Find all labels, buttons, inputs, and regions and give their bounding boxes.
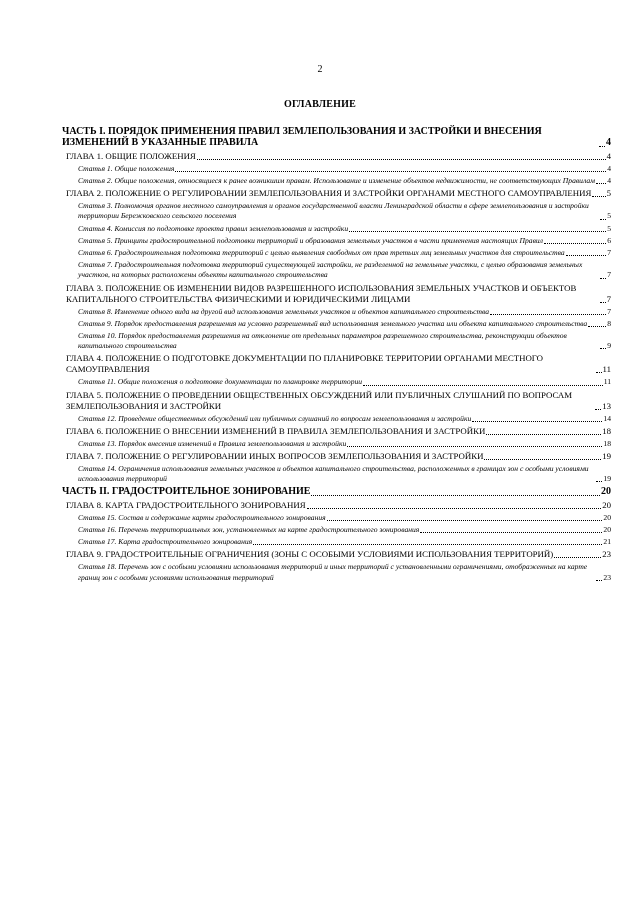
toc-entry-text: Статья 18. Перечень зон с особыми условиями использования территорий и иных территорий с установленными ограничениями, отображенных на карте границ зон с особыми условиями использования территорий <box>78 562 588 582</box>
dot-leader <box>347 445 602 447</box>
toc-entry-art[interactable] <box>62 224 611 234</box>
toc-entry-art[interactable] <box>62 537 611 547</box>
dot-leader <box>600 218 606 220</box>
toc-entry-page: 18 <box>603 438 611 448</box>
toc-entry-text: Статья 15. Состав и содержание карты градостроительного зонирования <box>78 512 326 522</box>
toc-entry-page: 20 <box>603 512 611 522</box>
toc-entry-art[interactable] <box>62 307 611 317</box>
toc-entry-art[interactable] <box>62 319 611 329</box>
dot-leader <box>595 408 601 410</box>
dot-leader <box>544 242 606 244</box>
toc-title: ОГЛАВЛЕНИЕ <box>284 99 356 110</box>
toc-entry-art[interactable] <box>62 525 611 535</box>
toc-entry-art[interactable] <box>62 201 611 221</box>
dot-leader <box>599 145 605 147</box>
toc-entry-text: Статья 3. Полномочия органов местного самоуправления и органов государственной власти Ленинградской области в сфере землепользования и застройки территории Бережковского сельского поселения <box>78 201 589 221</box>
toc-entry-text: Статья 2. Общие положения, относящиеся к ранее возникшим правам. Использование и изменение объектов недвижимости, не соответствующих Правилам <box>78 176 596 186</box>
toc-entry-page: 11 <box>602 364 611 375</box>
toc-entry-page: 23 <box>602 549 611 560</box>
toc-entry-page: 4 <box>607 176 611 186</box>
toc-entry-page: 8 <box>607 318 611 328</box>
toc-entry-page: 4 <box>607 163 611 173</box>
dot-leader <box>197 158 606 160</box>
toc-entry-art[interactable] <box>62 377 611 387</box>
dot-leader <box>592 195 605 197</box>
toc-entry-art[interactable] <box>62 562 611 582</box>
toc-entry-part[interactable] <box>62 486 611 497</box>
toc-entry-page: 4 <box>606 150 611 161</box>
toc-entry-page: 7 <box>606 293 611 304</box>
toc-entry-art[interactable] <box>62 464 611 484</box>
toc-entry-page: 5 <box>607 223 611 233</box>
toc-entry-text: ГЛАВА 7. ПОЛОЖЕНИЕ О РЕГУЛИРОВАНИИ ИНЫХ ВОПРОСОВ ЗЕМЛЕПОЛЬЗОВАНИЯ И ЗАСТРОЙКИ <box>66 451 484 462</box>
toc-entry-page: 11 <box>603 377 611 387</box>
toc-entry-art[interactable] <box>62 236 611 246</box>
toc-entry-text: ГЛАВА 6. ПОЛОЖЕНИЕ О ВНЕСЕНИИ ИЗМЕНЕНИЙ В ПРАВИЛА ЗЕМЛЕПОЛЬЗОВАНИЯ И ЗАСТРОЙКИ <box>66 425 486 436</box>
toc-entry-chap[interactable] <box>62 390 611 412</box>
dot-leader <box>566 254 607 256</box>
toc-entry-chap[interactable] <box>62 549 611 560</box>
toc-entry-text: Статья 9. Порядок предоставления разрешения на условно разрешенный вид использования земельного участка или объекта капитального строительства <box>78 318 588 328</box>
toc-entry-art[interactable] <box>62 176 611 186</box>
toc-entry-text: Статья 7. Градостроительная подготовка территорий существующей застройки, не разделенной на земельные участки, с целью образования земельных участков, на которых расположены объекты капитального строительства <box>78 260 583 280</box>
toc-entry-text: Статья 1. Общие положения <box>78 163 175 173</box>
toc-entry-chap[interactable] <box>62 500 611 511</box>
toc-entry-page: 7 <box>607 248 611 258</box>
dot-leader <box>175 170 606 172</box>
dot-leader <box>596 371 602 373</box>
toc-entry-page: 18 <box>602 425 611 436</box>
toc-entry-text: ГЛАВА 3. ПОЛОЖЕНИЕ ОБ ИЗМЕНЕНИИ ВИДОВ РАЗРЕШЕННОГО ИСПОЛЬЗОВАНИЯ ЗЕМЕЛЬНЫХ УЧАСТКОВ И ОБЪЕКТОВ КАПИТАЛЬНОГО СТРОИТЕЛЬСТВА ФИЗИЧЕСКИМИ И ЮРИДИЧЕСКИМИ ЛИЦАМИ <box>66 282 577 304</box>
toc-entry-chap[interactable] <box>62 451 611 462</box>
dot-leader <box>486 433 601 435</box>
toc-entry-text: Статья 10. Порядок предоставления разрешения на отклонение от предельных параметров разрешенного строительства, реконструкции объектов капитального строительства <box>78 331 567 351</box>
dot-leader <box>420 531 602 533</box>
toc-entry-page: 13 <box>602 400 611 411</box>
toc-entry-page: 14 <box>603 413 611 423</box>
toc-entry-chap[interactable] <box>62 353 611 375</box>
dot-leader <box>596 579 602 581</box>
toc-entry-page: 20 <box>603 525 611 535</box>
toc-entry-page: 4 <box>606 137 611 149</box>
toc-entry-page: 9 <box>607 341 611 351</box>
dot-leader <box>490 313 606 315</box>
toc-entry-text: ГЛАВА 2. ПОЛОЖЕНИЕ О РЕГУЛИРОВАНИИ ЗЕМЛЕПОЛЬЗОВАНИЯ И ЗАСТРОЙКИ ОРГАНАМИ МЕСТНОГО САМОУПРАВЛЕНИЯ <box>66 188 592 199</box>
toc-entry-text: ГЛАВА 4. ПОЛОЖЕНИЕ О ПОДГОТОВКЕ ДОКУМЕНТАЦИИ ПО ПЛАНИРОВКЕ ТЕРРИТОРИИ ОРГАНАМИ МЕСТНОГО САМОУПРАВЛЕНИЯ <box>66 353 544 375</box>
toc-entry-text: ЧАСТЬ I. ПОРЯДОК ПРИМЕНЕНИЯ ПРАВИЛ ЗЕМЛЕПОЛЬЗОВАНИЯ И ЗАСТРОЙКИ И ВНЕСЕНИЯ ИЗМЕНЕНИЙ В УКАЗАННЫЕ ПРАВИЛА <box>62 126 542 149</box>
toc-entry-text: Статья 4. Комиссия по подготовке проекта правил землепользования и застройки <box>78 223 349 233</box>
toc-entry-page: 19 <box>602 451 611 462</box>
toc-entry-text: ГЛАВА 1. ОБЩИЕ ПОЛОЖЕНИЯ <box>66 150 196 161</box>
dot-leader <box>596 182 606 184</box>
toc-entry-page: 20 <box>601 486 611 498</box>
toc-entry-text: ГЛАВА 9. ГРАДОСТРОИТЕЛЬНЫЕ ОГРАНИЧЕНИЯ (ЗОНЫ С ОСОБЫМИ УСЛОВИЯМИ ИСПОЛЬЗОВАНИЯ ТЕРРИТОРИЙ) <box>66 549 554 560</box>
toc-entry-chap[interactable] <box>62 151 611 162</box>
toc-entry-page: 20 <box>602 499 611 510</box>
toc-entry-page: 21 <box>603 537 611 547</box>
toc-entry-page: 5 <box>606 188 611 199</box>
toc-entry-text: Статья 16. Перечень территориальных зон, установленных на карте градостроительного зонирования <box>78 525 420 535</box>
dot-leader <box>363 384 603 386</box>
toc-entry-art[interactable] <box>62 414 611 424</box>
toc-entry-page: 19 <box>603 474 611 484</box>
toc-entry-text: Статья 13. Порядок внесения изменений в Правила землепользования и застройки <box>78 438 347 448</box>
dot-leader <box>311 494 600 496</box>
toc-entry-art[interactable] <box>62 331 611 351</box>
toc-entry-art[interactable] <box>62 260 611 280</box>
toc-entry-art[interactable] <box>62 513 611 523</box>
dot-leader <box>307 507 602 509</box>
toc-entry-page: 6 <box>607 235 611 245</box>
dot-leader <box>600 277 606 279</box>
dot-leader <box>327 519 603 521</box>
toc-entry-text: Статья 11. Общие положения о подготовке документации по планировке территории <box>78 377 363 387</box>
toc-entry-page: 7 <box>607 270 611 280</box>
toc-entry-text: Статья 17. Карта градостроительного зонирования <box>78 537 253 547</box>
dot-leader <box>588 325 606 327</box>
toc-entry-art[interactable] <box>62 164 611 174</box>
toc-entry-art[interactable] <box>62 439 611 449</box>
toc-entry-page: 23 <box>603 572 611 582</box>
toc-entry-chap[interactable] <box>62 283 611 305</box>
dot-leader <box>253 543 602 545</box>
table-of-contents <box>62 124 611 583</box>
toc-entry-part[interactable] <box>62 126 611 149</box>
dot-leader <box>600 301 606 303</box>
toc-entry-page: 5 <box>607 211 611 221</box>
toc-entry-text: Статья 6. Градостроительная подготовка территорий с целью выявления свободных от прав третьих лиц земельных участков для строительства <box>78 248 565 258</box>
toc-entry-art[interactable] <box>62 248 611 258</box>
toc-entry-text: Статья 5. Принципы градостроительной подготовки территорий и образования земельных участков в части применения настоящих Правил <box>78 235 543 245</box>
page-number: 2 <box>317 64 323 75</box>
toc-entry-text: Статья 8. Изменение одного вида на другой вид использования земельных участков и объектов капитального строительства <box>78 306 489 316</box>
toc-entry-chap[interactable] <box>62 188 611 199</box>
toc-entry-text: ГЛАВА 8. КАРТА ГРАДОСТРОИТЕЛЬНОГО ЗОНИРОВАНИЯ <box>66 499 306 510</box>
toc-entry-text: ГЛАВА 5. ПОЛОЖЕНИЕ О ПРОВЕДЕНИИ ОБЩЕСТВЕННЫХ ОБСУЖДЕНИЙ ИЛИ ПУБЛИЧНЫХ СЛУШАНИЙ ПО ВОПРОСАМ ЗЕМЛЕПОЛЬЗОВАНИЯ И ЗАСТРОЙКИ <box>66 389 573 411</box>
dot-leader <box>472 420 602 422</box>
dot-leader <box>554 556 601 558</box>
toc-entry-text: Статья 12. Проведение общественных обсуждений или публичных слушаний по вопросам землепользования и застройки <box>78 413 472 423</box>
toc-entry-chap[interactable] <box>62 426 611 437</box>
toc-entry-page: 7 <box>607 306 611 316</box>
dot-leader <box>484 458 601 460</box>
dot-leader <box>600 347 606 349</box>
dot-leader <box>596 480 602 482</box>
toc-entry-text: ЧАСТЬ II. ГРАДОСТРОИТЕЛЬНОЕ ЗОНИРОВАНИЕ <box>62 486 311 498</box>
dot-leader <box>349 230 606 232</box>
toc-entry-text: Статья 14. Ограничения использования земельных участков и объектов капитального строительства, расположенных в границах зон с особыми условиями использования территорий <box>78 464 589 484</box>
